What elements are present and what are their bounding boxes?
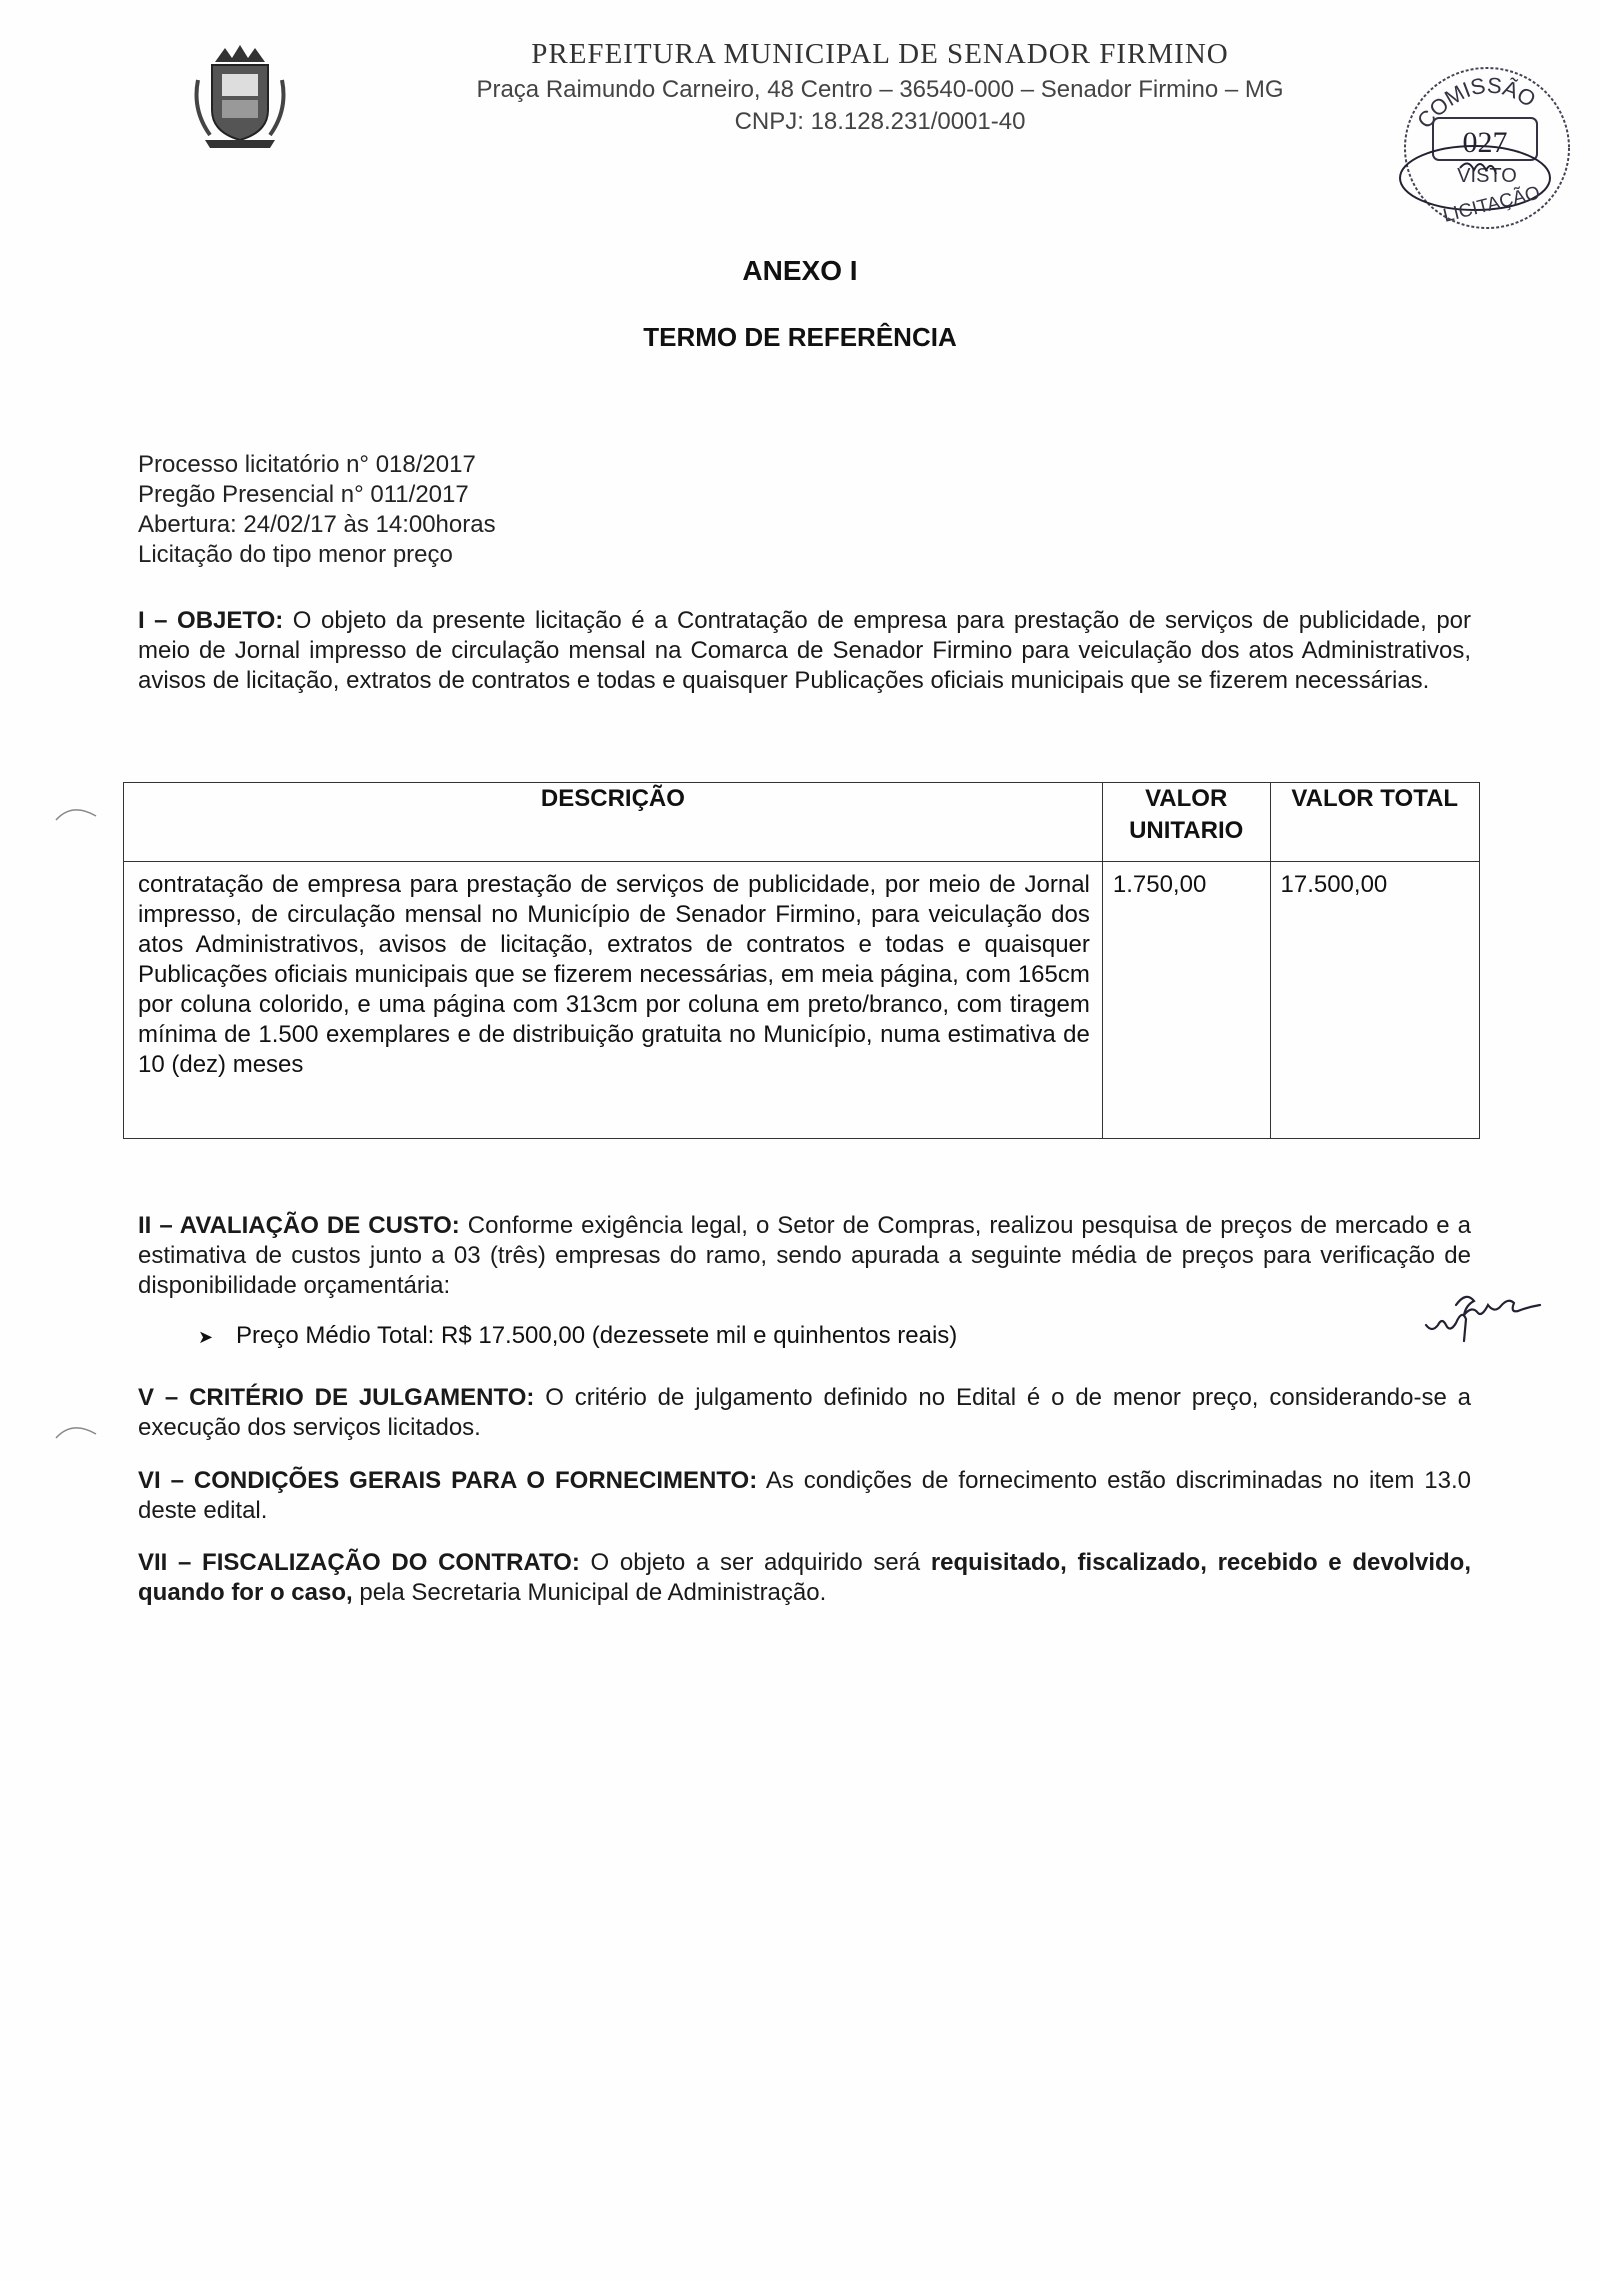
- bid-type: Licitação do tipo menor preço: [138, 541, 453, 568]
- table-row: [124, 862, 1480, 1139]
- municipal-crest-logo: [190, 40, 290, 150]
- process-number: Processo licitatório n° 018/2017: [138, 451, 476, 478]
- section-criterio-label: V – CRITÉRIO DE JULGAMENTO:: [138, 1384, 535, 1411]
- row-descricao: contratação de empresa para prestação de serviços de publicidade, por meio de Jornal impresso, de circulação mensal no Município de Senador Firmino, para veiculação dos atos Administrativos, avisos de licitação, extratos de contratos e todas e quaisquer Publicações oficiais municipais que se fizerem necessárias, em meia página, com 165cm por coluna colorido, e uma página com 313cm por coluna em preto/branco, com tiragem mínima de 1.500 exemplares e de distribuição gratuita no Município, numa estimativa de 10 (dez) meses: [124, 862, 1103, 1139]
- section-fiscalizacao-bold: requisitado, fiscalizado, recebido e devolvido, quando for o caso,: [138, 1549, 1472, 1606]
- handwritten-signature: [1418, 1285, 1578, 1345]
- price-table: [123, 782, 1480, 1139]
- document-title: TERMO DE REFERÊNCIA: [643, 322, 957, 352]
- section-objeto: [138, 606, 1471, 696]
- svg-text:COMISSÃO: [1412, 73, 1540, 134]
- header-descricao: DESCRIÇÃO: [124, 783, 1103, 862]
- header-title: PREFEITURA MUNICIPAL DE SENADOR FIRMINO: [531, 38, 1229, 70]
- header-valor-total: VALOR TOTAL: [1270, 783, 1480, 862]
- process-info: [138, 450, 496, 570]
- opening-date: Abertura: 24/02/17 às 14:00horas: [138, 511, 496, 538]
- section-objeto-label: I – OBJETO:: [138, 607, 284, 634]
- section-objeto-text: O objeto da presente licitação é a Contratação de empresa para prestação de serviços de publicidade, por meio de Jornal impresso de circulação mensal na Comarca de Senador Firmino para veiculação dos atos Administrativos, avisos de licitação, extratos de contratos e todas e quaisquer Publicações oficiais municipais que se fizerem necessárias.: [138, 607, 1472, 694]
- stamp-top-text: COMISSÃO: [1412, 72, 1541, 134]
- stamp-number: 027: [1462, 126, 1508, 159]
- section-fiscalizacao: [138, 1548, 1471, 1608]
- section-fiscalizacao-text-2: pela Secretaria Municipal de Administração.: [352, 1579, 827, 1606]
- punch-mark-icon: [52, 1418, 102, 1442]
- punch-mark-icon: [52, 800, 102, 824]
- annex-title: ANEXO I: [742, 255, 858, 286]
- section-condicoes-text: As condições de fornecimento estão discriminadas no item 13.0 deste edital.: [138, 1467, 1471, 1524]
- commission-stamp: [1385, 60, 1580, 240]
- section-avaliacao-label: II – AVALIAÇÃO DE CUSTO:: [138, 1212, 460, 1239]
- section-condicoes-label: VI – CONDIÇÕES GERAIS PARA O FORNECIMENTO:: [138, 1467, 758, 1494]
- table-header-row: [124, 783, 1480, 862]
- section-avaliacao: [138, 1211, 1471, 1301]
- stamp-middle-text: VISTO: [1457, 165, 1517, 187]
- section-condicoes: [138, 1466, 1471, 1526]
- section-criterio-text: O critério de julgamento definido no Edital é o de menor preço, considerando-se a execução dos serviços licitados.: [138, 1384, 1472, 1441]
- header-valor-unitario: VALOR UNITARIO: [1102, 783, 1270, 862]
- header-address: Praça Raimundo Carneiro, 48 Centro – 36540-000 – Senador Firmino – MG: [476, 76, 1284, 103]
- section-criterio: [138, 1383, 1471, 1443]
- arrow-bullet-icon: ➤: [198, 1327, 214, 1347]
- pregao-number: Pregão Presencial n° 011/2017: [138, 481, 469, 508]
- stamp-bottom-text: LICITAÇÃO: [1441, 182, 1543, 227]
- section-avaliacao-text: Conforme exigência legal, o Setor de Compras, realizou pesquisa de preços de mercado e a estimativa de custos junto a 03 (três) empresas do ramo, sendo apurada a seguinte média de preços para verificação de disponibilidade orçamentária:: [138, 1212, 1471, 1299]
- section-fiscalizacao-label: VII – FISCALIZAÇÃO DO CONTRATO:: [138, 1549, 580, 1576]
- average-price-text: Preço Médio Total: R$ 17.500,00 (dezessete mil e quinhentos reais): [236, 1322, 958, 1349]
- average-price-item: [198, 1321, 957, 1352]
- row-valor-unitario: 1.750,00: [1102, 862, 1270, 1139]
- section-fiscalizacao-text-1: O objeto a ser adquirido será: [579, 1549, 931, 1576]
- row-valor-total: 17.500,00: [1270, 862, 1480, 1139]
- header-cnpj: CNPJ: 18.128.231/0001-40: [734, 108, 1026, 135]
